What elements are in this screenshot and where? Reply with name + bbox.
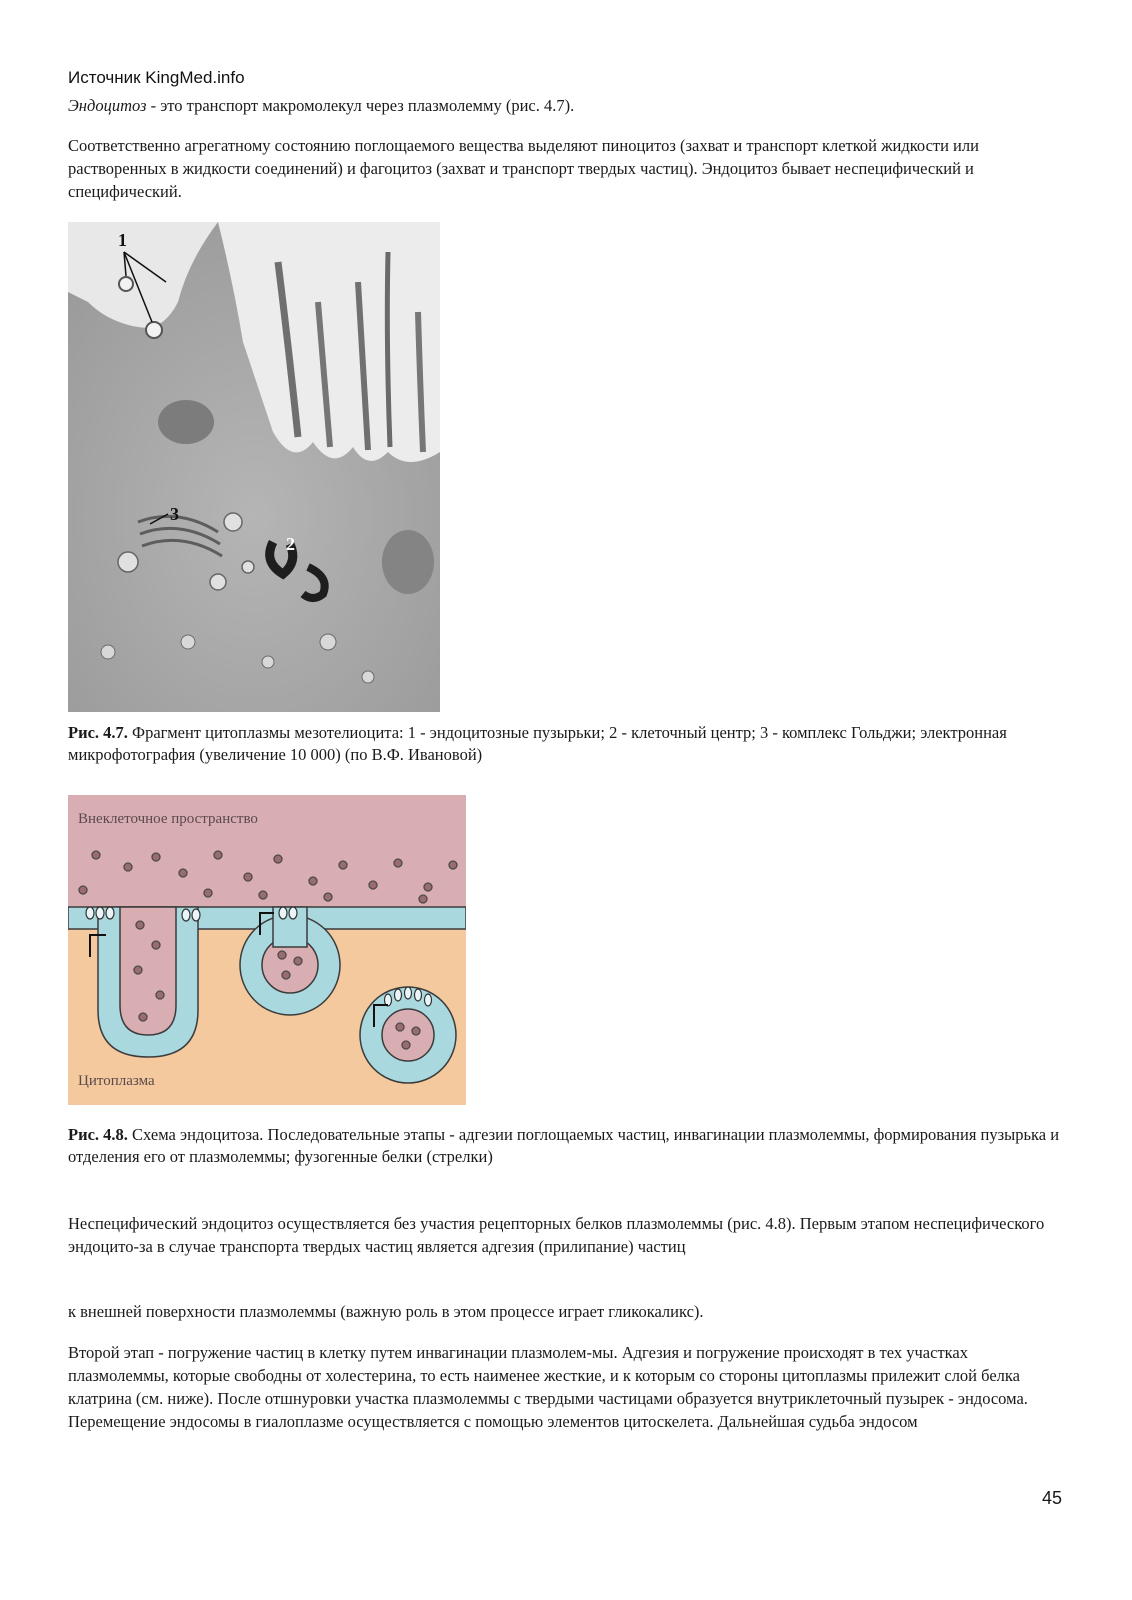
paragraph-3: к внешней поверхности плазмолеммы (важную роль в этом процессе играет гликокаликс). [68, 1302, 704, 1321]
paragraph-2: Неспецифический эндоцитоз осуществляется без участия рецепторных белков плазмолеммы (рис. 4.8). Первым этапом неспецифического эндоцито-за в случае транспорта твердых частиц является адгезия (прилипание) частиц [68, 1214, 1045, 1256]
intro-definition: - это транспорт макромолекул через плазмолемму (рис. 4.7). [146, 96, 575, 115]
figure-4-8-caption-text: Схема эндоцитоза. Последовательные этапы - адгезии поглощаемых частиц, инвагинации плазмолеммы, формирования пузырька и отделения его от плазмолеммы; фузогенные белки (стрелки) [68, 1125, 1060, 1166]
figure-4-7-caption-text: Фрагмент цитоплазмы мезотелиоцита: 1 - эндоцитозные пузырьки; 2 - клеточный центр; 3 - комплекс Гольджи; электронная микрофотография (увеличение 10 000) (по В.Ф. Ивановой) [68, 723, 1007, 764]
page-number: 45 [1041, 1488, 1062, 1508]
micrograph-image [68, 222, 440, 712]
micrograph-figure-4-7 [68, 222, 440, 712]
label-extracellular: Внеклеточное пространство [78, 811, 258, 827]
scheme-figure-4-8 [68, 795, 466, 1105]
invagination-lumen [120, 907, 176, 1035]
figure-4-7-caption-label: Рис. 4.7. [68, 723, 128, 742]
endocytosis-scheme-image [68, 795, 466, 1105]
intro-paragraph [68, 94, 1068, 117]
source-header: Источник KingMed.info [68, 68, 245, 87]
micro-label-2: 2 [286, 534, 295, 554]
micro-label-3: 3 [170, 504, 179, 524]
label-cytoplasm: Цитоплазма [78, 1073, 155, 1089]
figure-4-8-caption [68, 1124, 1068, 1168]
paragraph-1: Соответственно агрегатному состоянию поглощаемого вещества выделяют пиноцитоз (захват и транспорт клеткой жидкости или растворенных в жидкости соединений) и фагоцитоз (захват и транспорт твердых частиц). Эндоцитоз бывает неспецифический и специфический. [68, 136, 979, 201]
endosome-lumen [382, 1009, 434, 1061]
intro-term: Эндоцитоз [68, 96, 147, 115]
micro-label-1: 1 [118, 230, 127, 250]
figure-4-8-caption-label: Рис. 4.8. [68, 1125, 128, 1144]
figure-4-7-caption [68, 722, 1068, 766]
paragraph-4: Второй этап - погружение частиц в клетку путем инвагинации плазмолем-мы. Адгезия и погружение происходят в тех участках плазмолеммы, которые свободны от холестерина, то есть наименее жесткие, и к которым со стороны цитоплазмы прилежит слой белка клатрина (см. ниже). После отшнуровки участка плазмолеммы с твердыми частицами образуется внутриклеточный пузырек - эндосома. Перемещение эндосомы в гиалоплазме осуществляется с помощью элементов цитоскелета. Дальнейшая судьба эндосом [68, 1343, 1028, 1431]
